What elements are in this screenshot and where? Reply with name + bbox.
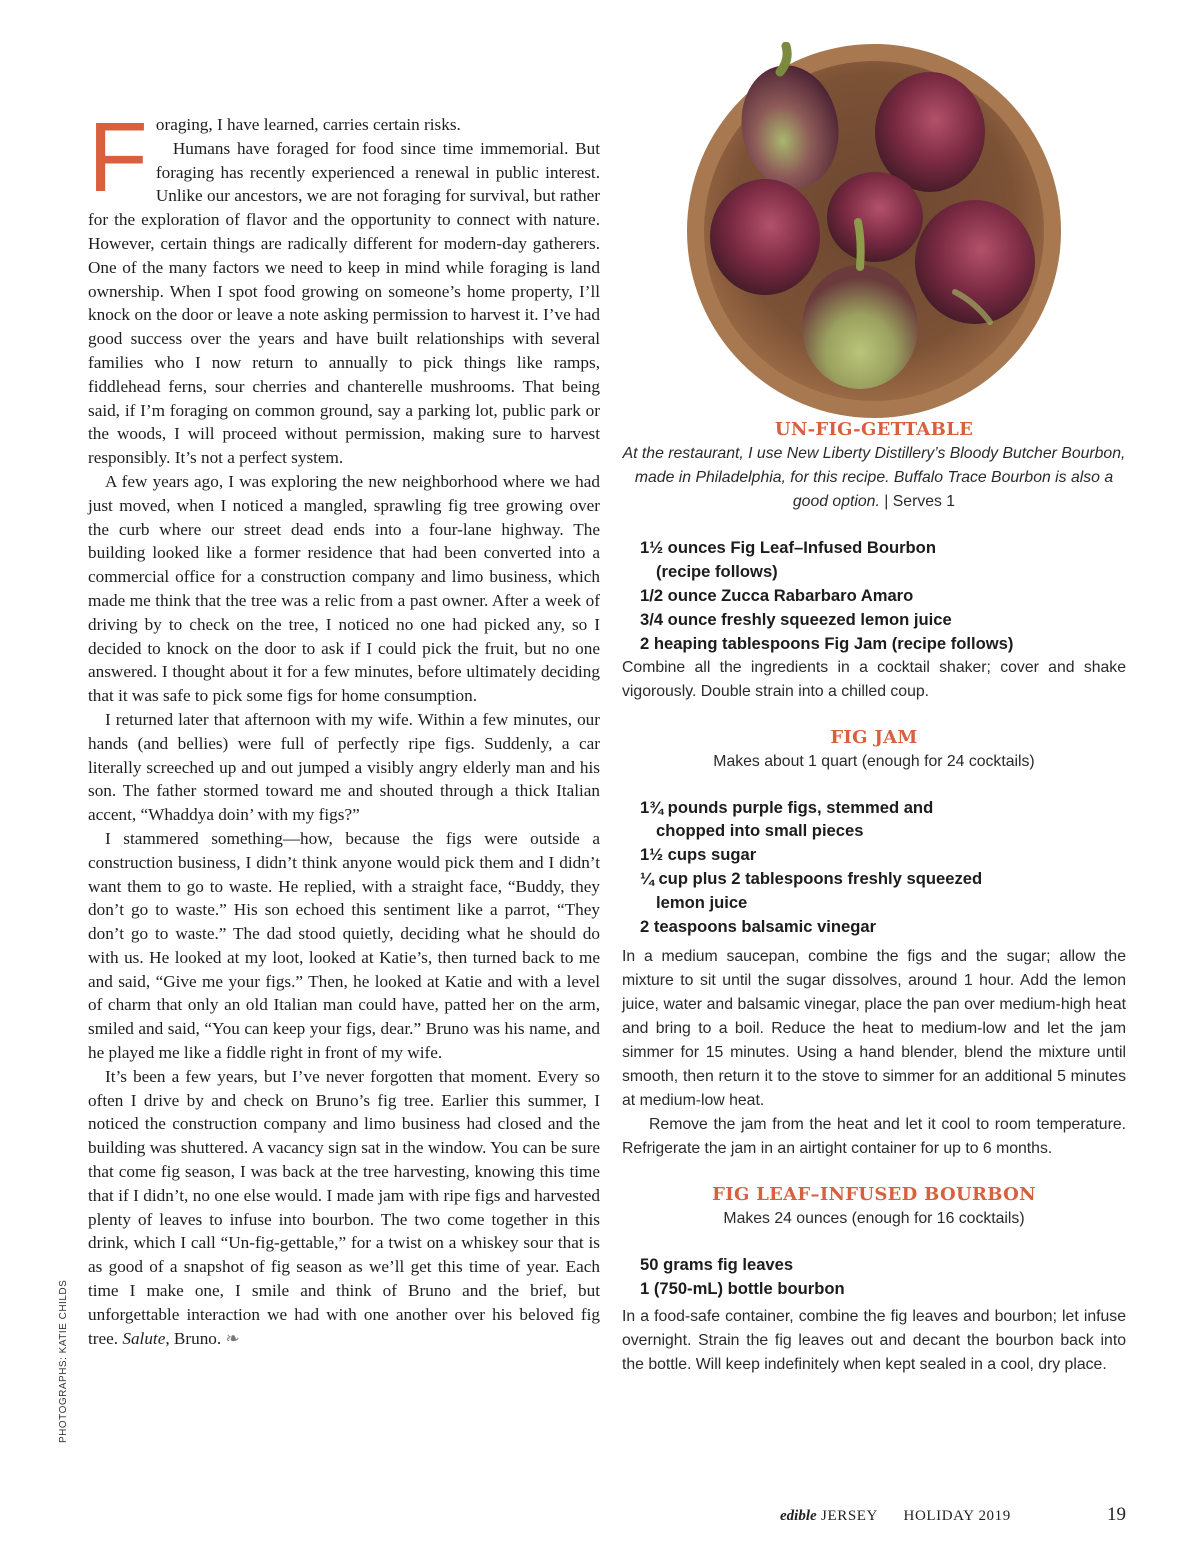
article-paragraph: Foraging, I have learned, carries certain risks. [88,102,461,212]
page-footer [780,1504,1126,1525]
ingredients-list-jam [622,796,1126,939]
end-mark-icon: ❧ [225,1328,240,1348]
ingredients-list-bourbon [622,1253,1126,1301]
article-paragraph: I stammered something—how, because the figs were outside a construction business, I didn’t think anyone would pick them and I didn’t want them to go to waste. He replied, with a straight face, “Buddy, they don’t go to waste.” His son echoed this sentiment like a parrot, “They don’t go to waste.” The dad stood quietly, deciding what he should do with us. He looked at my loot, looked at Katie’s, then turned back to me and said, “Give me your figs.” Then, he looked at Katie and with a level of charm that only an old Italian man could have, patted her on the arm, smiled and said, “You can keep your figs, dear.” Bruno was his name, and he played me like a fiddle right in front of my wife. [88,828,600,1063]
ingredient: chopped into small pieces [656,821,864,841]
recipe-title-bourbon: FIG LEAF–INFUSED BOURBON [712,1183,1036,1205]
article-paragraph: Humans have foraged for food since time immemorial. But foraging has recently experienced a renewal in public interest. Unlike our ancestors, we are not foraging for survival, but rather for the exploration of flavor and the opportunity to connect with nature. However, certain things are radically different for modern-day gatherers. One of the many factors we need to keep in mind while foraging is land ownership. When I spot food growing on someone’s home property, I’ll knock on the door or leave a note asking permission to harvest it. I’ve had good success over the years and have built relationships with several families who I now return to annually to pick things like ramps, fiddlehead ferns, sour cherries and chanterelle mushrooms. That being said, if I’m foraging on common ground, say a parking lot, public park or the woods, I will proceed without permission, making sure to harvest responsibly. It’s not a perfect system. [88,138,600,468]
recipe-title-jam: FIG JAM [830,726,918,748]
drop-cap: F [88,102,148,212]
ingredients-list-cocktail [622,536,1126,656]
ingredient: 1½ cups sugar [640,845,757,865]
ingredient: 2 heaping tablespoons Fig Jam (recipe follows) [640,633,1014,653]
article-paragraph: I returned later that afternoon with my wife. Within a few minutes, our hands (and bellies) were full of perfectly ripe figs. Suddenly, a car literally screeched up and out jumped a visibly angry elderly man and his son. The father stormed toward me and shouted through a thick Italian accent, “Whaddya doin’ with my figs?” [88,709,600,825]
closing-italic: Salute [122,1328,166,1348]
article-paragraph: A few years ago, I was exploring the new neighborhood where we had just moved, when I noticed a mangled, sprawling fig tree growing over the curb where our street dead ends into a four-lane highway. The building looked like a former residence that had been converted into a commercial office for a construction company and limo business, which made me think that the tree was a relic from a past owner. After a week of driving by to check on the tree, I noticed no one had picked any, so I decided to knock on the door to ask if I could pick the fruit, but no one answered. I thought about it for a few minutes, before ultimately deciding that it was safe to pick some figs for home consumption. [88,471,600,706]
recipes-column [622,418,1126,1377]
ingredient: 1½ ounces Fig Leaf–Infused Bourbon [640,538,936,557]
article-body [88,102,600,1350]
recipe-directions: In a medium saucepan, combine the figs and the sugar; allow the mixture to sit until the sugar dissolves, around 1 hour. Add the lemon juice, water and balsamic vinegar, place the pan over medium-high heat and bring to a boil. Reduce the heat to medium-low and let the jam simmer for 15 minutes. Using a hand blender, blend the mixture until smooth, then return it to the stove to simmer for an additional 5 minutes at medium-low heat. [622,947,1126,1109]
figs-bowl-photo [685,42,1063,420]
recipe-directions: Combine all the ingredients in a cocktail shaker; cover and shake vigorously. Double strain into a chilled coup. [622,658,1126,700]
ingredient: 2 teaspoons balsamic vinegar [640,917,877,937]
ingredient: (recipe follows) [656,561,778,581]
magazine-brand: edible [780,1508,817,1524]
recipe-intro: At the restaurant, I use New Liberty Distillery’s Bloody Butcher Bourbon, made in Philadelphia, for this recipe. Buffalo Trace Bourbon is also a good option. | Serves 1 [622,445,1126,510]
ingredient: 50 grams fig leaves [640,1254,794,1274]
issue-label: HOLIDAY 2019 [903,1508,1011,1524]
ingredient: 1/2 ounce Zucca Rabarbaro Amaro [640,585,914,605]
recipe-yield: Makes about 1 quart (enough for 24 cocktails) [713,752,1035,770]
ingredient: lemon juice [656,893,748,913]
recipe-title-cocktail: UN-FIG-GETTABLE [774,419,974,440]
page-number: 19 [1107,1504,1126,1525]
magazine-name: JERSEY [821,1508,878,1524]
ingredient: 1¾ pounds purple figs, stemmed and [640,797,934,817]
ingredient: ¼ cup plus 2 tablespoons freshly squeezed [640,869,983,889]
recipe-directions: Remove the jam from the heat and let it cool to room temperature. Refrigerate the jam in an airtight container for up to 6 months. [622,1115,1126,1157]
article-paragraph: It’s been a few years, but I’ve never forgotten that moment. Every so often I drive by and check on Bruno’s fig tree. Earlier this summer, I noticed the construction company and limo business had closed and the building was shuttered. A vacancy sign sat in the window. You can be sure that come fig season, I was back at the tree harvesting, knowing this time that if I didn’t, no one else would. I made jam with ripe figs and harvested plenty of leaves to infuse into bourbon. The two come together in this drink, which I call “Un-fig-gettable,” for a twist on a whiskey sour that is as good of a snapshot of fig season as we’ll get this time of year. Each time I make one, I smile and think of Bruno and the brief, but unforgettable interaction we had with one another over his beloved fig tree. Salute, Bruno. ❧ [88,1066,600,1348]
ingredient: 3/4 ounce freshly squeezed lemon juice [640,609,952,629]
recipe-directions: In a food-safe container, combine the fig leaves and bourbon; let infuse overnight. Strain the fig leaves out and decant the bourbon back into the bottle. Will keep indefinitely when kept sealed in a cool, dry place. [622,1307,1126,1373]
recipe-yield: Makes 24 ounces (enough for 16 cocktails) [723,1209,1025,1227]
ingredient: 1 (750-mL) bottle bourbon [640,1278,845,1298]
photo-credit: PHOTOGRAPHS: KATIE CHILDS [58,1279,69,1443]
